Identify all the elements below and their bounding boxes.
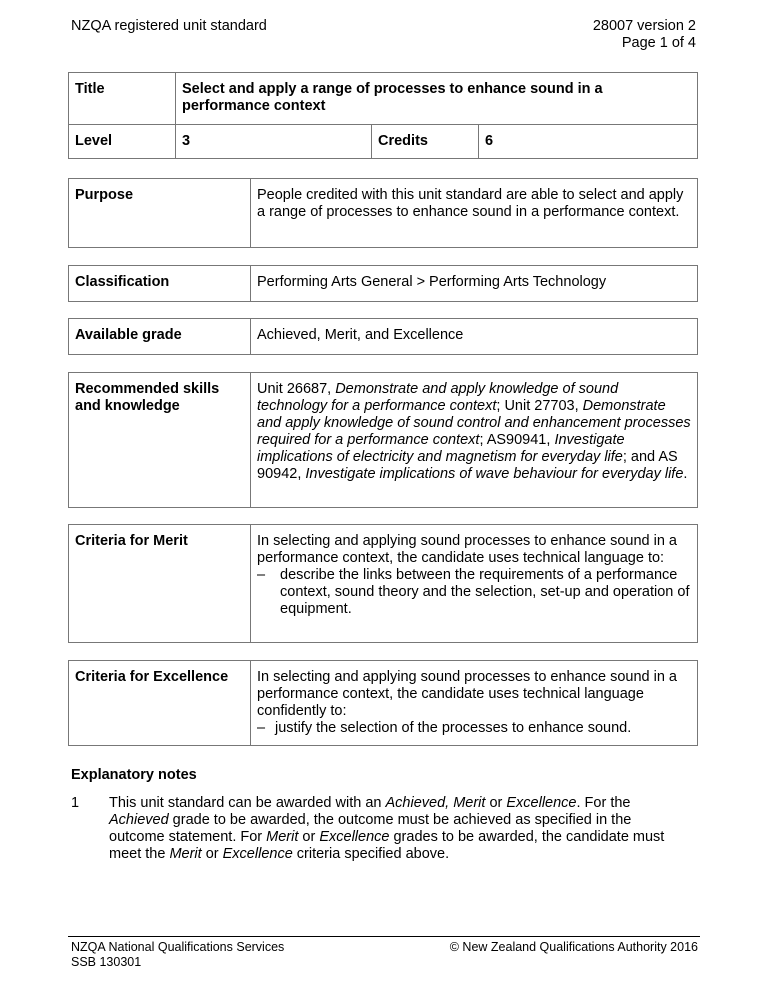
excellence-bullet-text: justify the selection of the processes to enhance sound.: [275, 720, 632, 736]
note-emphasis: Achieved: [109, 812, 169, 828]
footer-ssb: SSB 130301: [71, 955, 142, 969]
dash-icon: –: [257, 720, 266, 736]
header-left: NZQA registered unit standard: [71, 18, 267, 34]
merit-table: [68, 524, 698, 643]
footer-left: [71, 940, 284, 970]
purpose-value: People credited with this unit standard are able to select and apply a range of processes to enhance sound in a performance context.: [251, 179, 698, 248]
credits-value: 6: [479, 125, 698, 159]
merit-bullet: [257, 567, 691, 618]
classification-table: [68, 265, 698, 302]
note-text-part: grade to be awarded, the outcome must be achieved as specified in the outcome statement. For: [109, 812, 632, 845]
available-grade-label: Available grade: [69, 319, 251, 355]
page-number: Page 1 of 4: [621, 35, 696, 51]
credits-label: Credits: [372, 125, 479, 159]
note-text-part: or: [485, 795, 507, 811]
excellence-intro: In selecting and applying sound processes to enhance sound in a performance context, the candidate uses technical language confidently to:: [257, 669, 677, 719]
note-text-part: . For the: [576, 795, 631, 811]
excellence-bullet: [257, 720, 691, 737]
classification-value: Performing Arts General > Performing Arts Technology: [251, 266, 698, 302]
note-text-part: criteria specified above.: [292, 846, 450, 862]
note-emphasis: Excellence: [506, 795, 577, 811]
merit-value: [251, 525, 698, 643]
note-text-part: or: [201, 846, 223, 862]
recommended-text-1: Unit 26687,: [257, 381, 336, 397]
note-text-part: or: [298, 829, 320, 845]
recommended-table: [68, 372, 698, 508]
dash-icon: –: [257, 567, 266, 583]
recommended-unit-27703-title: Demonstrate and apply knowledge of sound control and enhancement processes required for a performance context: [257, 398, 691, 448]
available-grade-table: [68, 318, 698, 355]
purpose-label: Purpose: [69, 179, 251, 248]
footer-org: NZQA National Qualifications Services: [71, 940, 285, 954]
title-label: Title: [69, 73, 176, 125]
excellence-label: Criteria for Excellence: [69, 661, 251, 746]
level-label: Level: [69, 125, 176, 159]
excellence-value: [251, 661, 698, 746]
recommended-text-3: ; AS90941,: [479, 432, 555, 448]
recommended-text-5: .: [683, 466, 688, 482]
unit-version: 28007 version 2: [592, 18, 696, 34]
recommended-text-2: ; Unit 27703,: [496, 398, 583, 414]
merit-bullet-text: describe the links between the requirements of a performance context, sound theory and the selection, set-up and operation of equipment.: [280, 567, 690, 617]
title-table: [68, 72, 698, 159]
recommended-as90942-title: Investigate implications of wave behaviour for everyday life: [305, 466, 684, 482]
footer-copyright: © New Zealand Qualifications Authority 2016: [449, 940, 698, 954]
explanatory-notes-heading: Explanatory notes: [71, 767, 197, 783]
note-text-part: grades to be awarded, the candidate must meet the: [109, 829, 665, 862]
note-emphasis: Excellence: [222, 846, 293, 862]
header-right: [593, 18, 696, 52]
recommended-as90941-title: Investigate implications of electricity and magnetism for everyday life: [257, 432, 625, 465]
recommended-label: Recommended skills and knowledge: [69, 373, 251, 508]
recommended-unit-26687-title: Demonstrate and apply knowledge of sound technology for a performance context: [257, 381, 619, 414]
merit-intro: In selecting and applying sound processes to enhance sound in a performance context, the candidate uses technical language to:: [257, 533, 677, 566]
note-text-part: This unit standard can be awarded with an: [109, 795, 386, 811]
note-emphasis: Excellence: [319, 829, 390, 845]
recommended-value: [251, 373, 698, 508]
level-value: 3: [176, 125, 372, 159]
title-value: Select and apply a range of processes to enhance sound in a performance context: [176, 73, 698, 125]
excellence-table: [68, 660, 698, 746]
purpose-table: [68, 178, 698, 248]
recommended-text-4: ; and AS 90942,: [257, 449, 678, 482]
explanatory-note-1: [71, 795, 701, 863]
note-emphasis: Merit: [169, 846, 202, 862]
note-number: 1: [71, 795, 80, 811]
note-emphasis: Achieved, Merit: [385, 795, 486, 811]
note-text: [109, 795, 689, 863]
merit-label: Criteria for Merit: [69, 525, 251, 643]
footer-divider: [68, 936, 700, 937]
classification-label: Classification: [69, 266, 251, 302]
note-emphasis: Merit: [266, 829, 299, 845]
available-grade-value: Achieved, Merit, and Excellence: [251, 319, 698, 355]
